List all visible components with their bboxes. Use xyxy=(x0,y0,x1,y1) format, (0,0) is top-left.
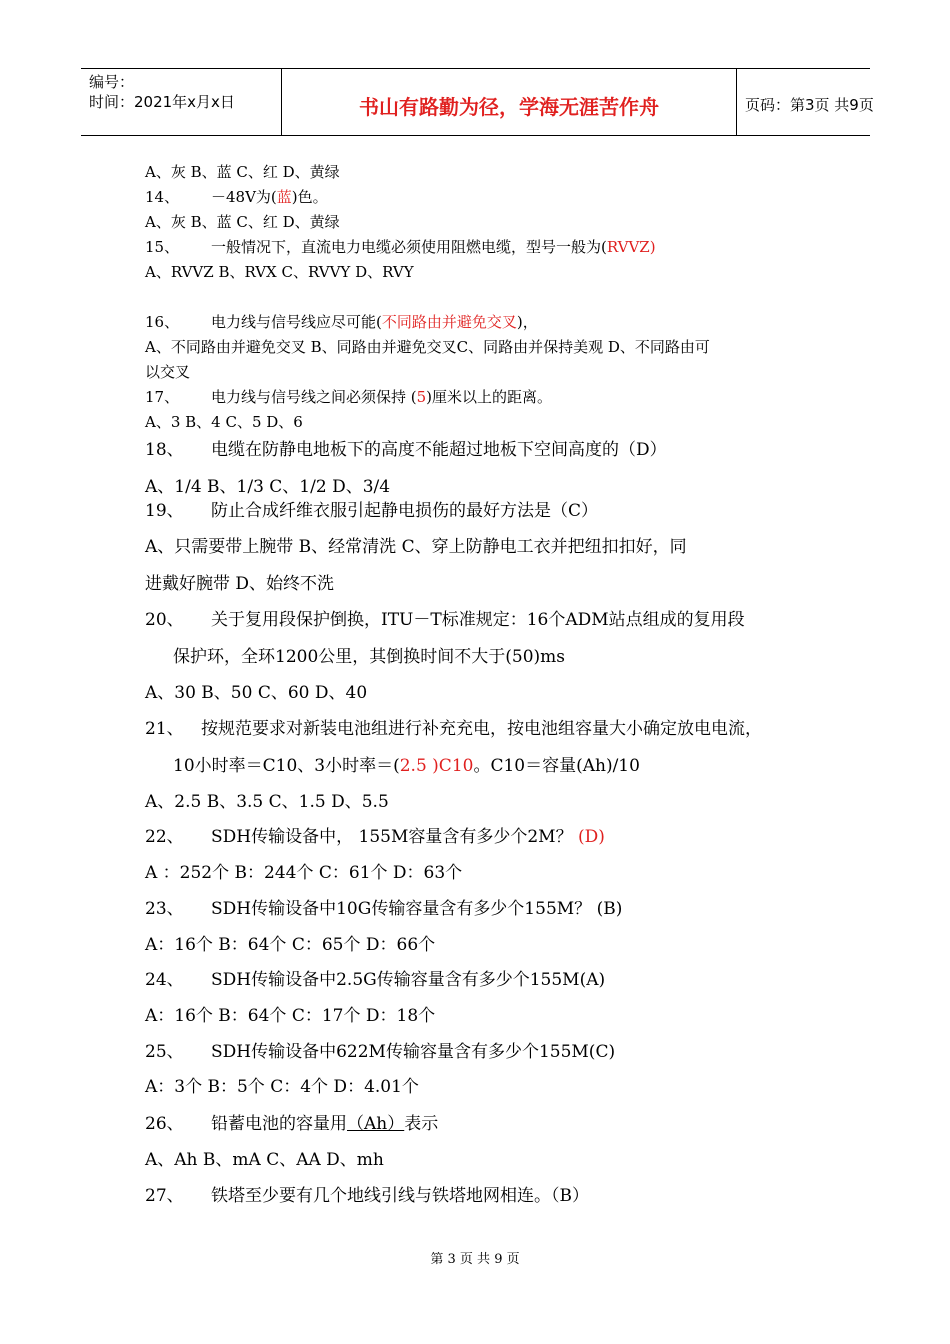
question-text: SDH传输设备中2.5G传输容量含有多少个155M(A) xyxy=(211,970,606,990)
answer-text: 不同路由并避免交叉 xyxy=(381,313,517,331)
question-number: 14、 xyxy=(145,188,180,206)
question-number: 16、 xyxy=(145,313,180,331)
question-number: 25、 xyxy=(145,1042,184,1062)
header-left-cell xyxy=(81,69,282,135)
question-16 xyxy=(145,311,538,332)
question-18 xyxy=(145,435,667,460)
question-20 xyxy=(145,605,745,630)
question-26 xyxy=(145,1109,438,1134)
answer-text: (D) xyxy=(578,827,605,847)
question-text: 电力线与信号线之间必须保持 ( xyxy=(211,388,417,406)
question-number: 19、 xyxy=(145,501,184,521)
question-number: 18、 xyxy=(145,440,184,460)
options-line: A、灰 B、蓝 C、红 D、黄绿 xyxy=(145,163,340,181)
options-line: A、2.5 B、3.5 C、1.5 D、5.5 xyxy=(145,792,389,812)
answer-text: 5 xyxy=(416,388,427,406)
question-text: ) xyxy=(649,238,656,256)
header-motto: 书山有路勤为径，学海无涯苦作舟 xyxy=(359,95,659,119)
question-number: 17、 xyxy=(145,388,180,406)
answer-text: RVVZ xyxy=(606,238,650,256)
doc-time-label: 时间：2021年x月x日 xyxy=(89,93,235,111)
options-line: A、不同路由并避免交叉 B、同路由并避免交叉C、同路由并保持美观 D、不同路由可 xyxy=(145,338,710,356)
question-14 xyxy=(145,186,328,207)
options-line: A：3个 B：5个 C：4个 D：4.01个 xyxy=(145,1077,419,1097)
question-22 xyxy=(145,822,605,847)
question-25 xyxy=(145,1037,615,1062)
answer-text: 蓝 xyxy=(276,188,292,206)
options-line: A ：252个 B：244个 C：61个 D：63个 xyxy=(145,863,463,883)
answer-text: 2.5 )C10 xyxy=(399,756,474,776)
options-line: A、只需要带上腕带 B、经常清洗 C、穿上防静电工衣并把纽扣扣好，同 xyxy=(145,537,687,557)
question-17 xyxy=(145,386,552,407)
question-number: 23、 xyxy=(145,899,184,919)
question-text: 防止合成纤维衣服引起静电损伤的最好方法是（C） xyxy=(211,501,599,521)
options-line: A、1/4 B、1/3 C、1/2 D、3/4 xyxy=(145,477,391,497)
doc-code-label: 编号： xyxy=(89,73,135,91)
question-text: )厘米以上的距离。 xyxy=(426,388,553,406)
options-line: A：16个 B：64个 C：65个 D：66个 xyxy=(145,935,436,955)
question-15 xyxy=(145,236,656,257)
options-line: A、Ah B、mA C、AA D、mh xyxy=(145,1150,384,1170)
question-text: 。C10＝容量(Ah)/10 xyxy=(473,756,640,776)
question-text: 10小时率＝C10、3小时率＝( xyxy=(173,756,400,776)
header-page-cell xyxy=(737,69,874,135)
question-number: 21、 xyxy=(145,719,184,739)
question-number: 20、 xyxy=(145,610,184,630)
answer-text: （Ah） xyxy=(347,1114,405,1134)
question-text: 按规范要求对新装电池组进行补充充电，按电池组容量大小确定放电电流， xyxy=(201,719,762,739)
question-text: －48V为( xyxy=(211,188,277,206)
question-text: 铁塔至少要有几个地线引线与铁塔地网相连。（B） xyxy=(211,1186,589,1206)
question-text: 表示 xyxy=(404,1114,439,1134)
question-24 xyxy=(145,965,605,990)
question-number: 24、 xyxy=(145,970,184,990)
question-number: 22、 xyxy=(145,827,184,847)
options-line: 以交叉 xyxy=(145,363,191,381)
question-text: 铅蓄电池的容量用 xyxy=(211,1114,347,1134)
header-page-info: 页码：第3页 共9页 xyxy=(745,96,874,114)
options-line: A、RVVZ B、RVX C、RVVY D、RVY xyxy=(145,263,414,281)
question-text: SDH传输设备中10G传输容量含有多少个155M？ (B) xyxy=(211,899,623,919)
question-number: 26、 xyxy=(145,1114,184,1134)
question-21-cont xyxy=(173,751,640,776)
question-text: SDH传输设备中622M传输容量含有多少个155M(C) xyxy=(211,1042,616,1062)
question-19 xyxy=(145,496,598,521)
question-23 xyxy=(145,894,622,919)
options-line: A、3 B、4 C、5 D、6 xyxy=(145,413,303,431)
options-line: A：16个 B：64个 C：17个 D：18个 xyxy=(145,1006,436,1026)
options-line: 进戴好腕带 D、始终不洗 xyxy=(145,574,335,594)
question-text: 一般情况下，直流电力电缆必须使用阻燃电缆，型号一般为( xyxy=(211,238,607,256)
question-21 xyxy=(145,714,762,739)
question-text: 保护环，全环1200公里，其倒换时间不大于(50)ms xyxy=(173,647,566,667)
options-line: A、灰 B、蓝 C、红 D、黄绿 xyxy=(145,213,340,231)
question-text: 电力线与信号线应尽可能( xyxy=(211,313,382,331)
header-motto-cell xyxy=(282,69,737,135)
question-text: )色。 xyxy=(291,188,328,206)
options-line: A、30 B、50 C、60 D、40 xyxy=(145,683,368,703)
page-footer: 第 3 页 共 9 页 xyxy=(430,1252,520,1267)
question-text: SDH传输设备中， 155M容量含有多少个2M？ xyxy=(211,827,578,847)
question-text: 电缆在防静电地板下的高度不能超过地板下空间高度的（D） xyxy=(211,440,667,460)
question-27 xyxy=(145,1181,589,1206)
question-number: 27、 xyxy=(145,1186,184,1206)
question-number: 15、 xyxy=(145,238,180,256)
question-text: 关于复用段保护倒换，ITU－T标准规定：16个ADM站点组成的复用段 xyxy=(211,610,745,630)
question-text: )， xyxy=(516,313,538,331)
page-header xyxy=(81,68,874,136)
